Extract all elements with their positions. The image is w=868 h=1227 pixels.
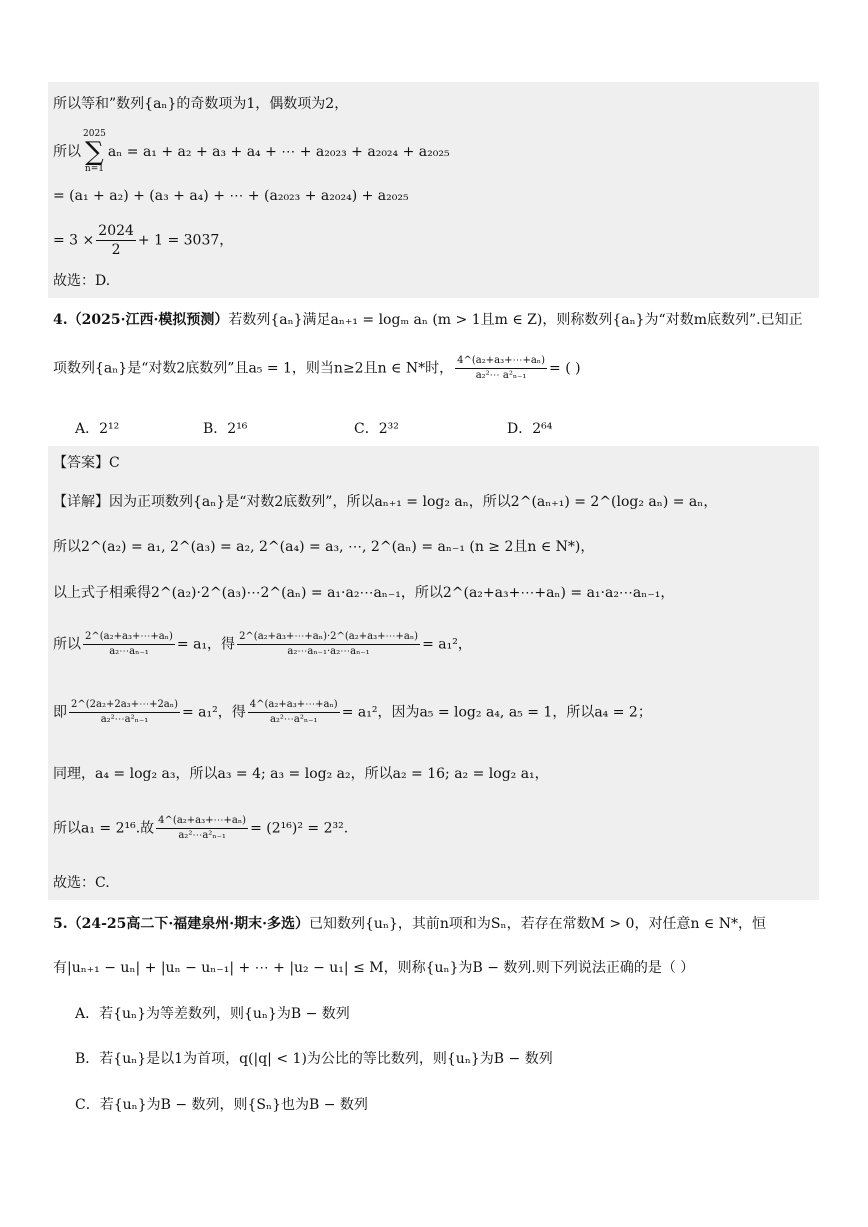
answer-label: 【答案】C — [53, 455, 120, 471]
detail-line: 所以 $\frac{\text{2\textasciicircum{}(a₂+a₃+⋯+aₙ)}}{\text{a₂⋯aₙ₋₁}}$ = a₁，得 $\frac{\text{2\textasciicircum{}(a₂+a₃+⋯+aₙ)·2\textasciicircum{}(a₂+a₃+⋯+aₙ)}}{\text{a₂⋯aₙ₋₁·a₂⋯aₙ₋₁}}$ = a₁²， — [53, 631, 472, 657]
fraction: $\frac{2024}{2}$ — [98, 223, 134, 258]
option-c: C．若{uₙ}为B − 数列，则{Sₙ}也为B − 数列 — [75, 1097, 368, 1113]
detail-line: 【详解】因为正项数列{aₙ}是“对数2底数列”，所以aₙ₊₁ = log₂ aₙ，所以2^(aₙ₊₁) = 2^(log₂ aₙ) = aₙ， — [53, 494, 718, 510]
option-a: A．若{uₙ}为等差数列，则{uₙ}为B − 数列 — [75, 1006, 350, 1022]
question-source: 4.（2025·江西·模拟预测） — [53, 312, 229, 328]
detail-label: 【详解】 — [53, 494, 109, 510]
detail-line: 所以2^(a₂) = a₁, 2^(a₃) = a₂, 2^(a₄) = a₃, ⋯, 2^(aₙ) = aₙ₋₁ (n ≥ 2且n ∈ N*)， — [53, 539, 595, 555]
solution-line: = 3 × $\frac{2024}{2}$ + 1 = 3037， — [53, 223, 234, 258]
question-5-stem: 5.（24-25高二下·福建泉州·期末·多选）已知数列{uₙ}，其前n项和为Sₙ，若存在常数M > 0，对任意n ∈ N*，恒 — [53, 916, 766, 932]
fraction: $\frac{\text{4\textasciicircum{}(a₂+a₃+⋯+aₙ)}}{\text{a₂²⋯ a²ₙ₋₁}}$ — [457, 355, 546, 381]
solution-line: = (a₁ + a₂) + (a₃ + a₄) + ⋯ + (a₂₀₂₃ + a₂₀₂₄) + a₂₀₂₅ — [53, 188, 409, 204]
question-4-stem-cont: 项数列{aₙ}是“对数2底数列”且a₅ = 1，则当n≥2且n ∈ N*时， $\frac{\text{4\textasciicircum{}(a₂+a₃+⋯+aₙ)}}{\text{a₂²⋯ a²ₙ₋₁}}$ = ( ) — [53, 355, 581, 381]
option-d: D．2⁶⁴ — [507, 421, 553, 437]
option-c: C．2³² — [354, 421, 399, 437]
solution-conclusion: 故选：C. — [53, 875, 110, 891]
solution-conclusion: 故选：D. — [53, 273, 111, 289]
fraction: $\frac{\text{4\textasciicircum{}(a₂+a₃+⋯+aₙ)}}{\text{a₂²⋯a²ₙ₋₁}}$ — [158, 815, 247, 841]
sum-formula: 所以 2025 ∑ n=1 aₙ = a₁ + a₂ + a₃ + a₄ + ⋯ + a₂₀₂₃ + a₂₀₂₄ + a₂₀₂₅ — [53, 129, 450, 174]
question-4-stem: 4.（2025·江西·模拟预测）若数列{aₙ}满足aₙ₊₁ = logₘ aₙ (m > 1且m ∈ Z)，则称数列{aₙ}为“对数m底数列”.已知正 — [53, 312, 803, 328]
solution-line: 所以等和”数列{aₙ}的奇数项为1，偶数项为2， — [53, 96, 349, 112]
detail-line: 所以a₁ = 2¹⁶.故 $\frac{\text{4\textasciicircum{}(a₂+a₃+⋯+aₙ)}}{\text{a₂²⋯a²ₙ₋₁}}$ = (2¹⁶)² = 2³². — [53, 815, 349, 841]
option-a: A．2¹² — [75, 421, 120, 437]
detail-line: 即 $\frac{\text{2\textasciicircum{}(2a₂+2a₃+⋯+2aₙ)}}{\text{a₂²⋯a²ₙ₋₁}}$ = a₁²，得 $\frac{\text{4\textasciicircum{}(a₂+a₃+⋯+aₙ)}}{\text{a₂²⋯a²ₙ₋₁}}$ = a₁²，因为a₅ = log₂ a₄, a₅ = 1，所以a₄ = 2； — [53, 699, 652, 725]
question-source: 5.（24-25高二下·福建泉州·期末·多选） — [53, 916, 310, 932]
fraction: $\frac{\text{4\textasciicircum{}(a₂+a₃+⋯+aₙ)}}{\text{a₂²⋯a²ₙ₋₁}}$ — [249, 699, 338, 725]
fraction: $\frac{\text{2\textasciicircum{}(a₂+a₃+⋯+aₙ)·2\textasciicircum{}(a₂+a₃+⋯+aₙ)}}{\text{a₂⋯aₙ₋₁·a₂⋯aₙ₋₁}}$ — [239, 631, 419, 657]
detail-line: 以上式子相乘得2^(a₂)·2^(a₃)⋯2^(aₙ) = a₁·a₂⋯aₙ₋₁，所以2^(a₂+a₃+⋯+aₙ) = a₁·a₂⋯aₙ₋₁， — [53, 585, 675, 601]
detail-line: 同理，a₄ = log₂ a₃，所以a₃ = 4; a₃ = log₂ a₂，所以a₂ = 16; a₂ = log₂ a₁， — [53, 766, 549, 782]
option-b: B．2¹⁶ — [203, 421, 248, 437]
fraction: $\frac{\text{2\textasciicircum{}(2a₂+2a₃+⋯+2aₙ)}}{\text{a₂²⋯a²ₙ₋₁}}$ — [71, 699, 178, 725]
fraction: $\frac{\text{2\textasciicircum{}(a₂+a₃+⋯+aₙ)}}{\text{a₂⋯aₙ₋₁}}$ — [85, 631, 173, 657]
sigma-operator: 2025 ∑ n=1 — [83, 129, 106, 174]
option-b: B．若{uₙ}是以1为首项，q(|q| < 1)为公比的等比数列，则{uₙ}为B − 数列 — [75, 1051, 553, 1067]
question-5-stem-cont: 有|uₙ₊₁ − uₙ| + |uₙ − uₙ₋₁| + ⋯ + |u₂ − u₁| ≤ M，则称{uₙ}为B − 数列.则下列说法正确的是（ ） — [53, 960, 695, 976]
